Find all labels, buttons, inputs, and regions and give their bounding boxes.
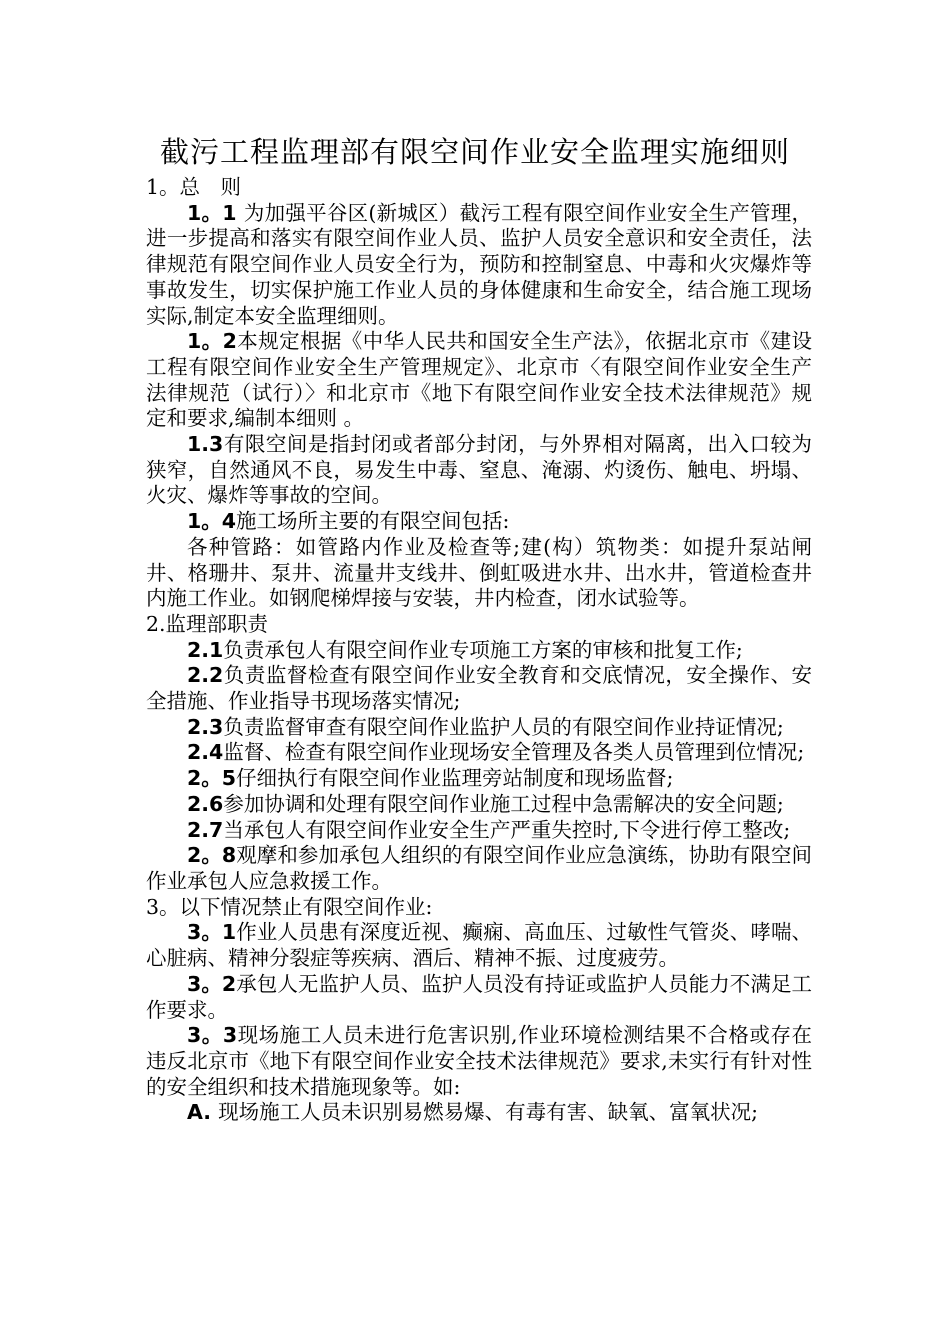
paragraph: 2.7当承包人有限空间作业安全生产严重失控时,下令进行停工整改;	[187, 817, 791, 842]
paragraph: 3。1作业人员患有深度近视、癫痫、高血压、过敏性气管炎、哮喘、心脏病、精神分裂症等疾病、酒后、精神不振、过度疲劳。	[146, 920, 813, 971]
paragraph: 1。1 为加强平谷区(新城区）截污工程有限空间作业安全生产管理，进一步提高和落实有限空间作业人员、监护人员安全意识和安全责任，法律规范有限空间作业人员安全行为，预防和控制窒息、中毒和火灾爆炸等事故发生，切实保护施工作业人员的身体健康和生命安全，结合施工现场实际,制定本安全监理细则。	[146, 200, 812, 328]
paragraph: 2.4监督、检查有限空间作业现场安全管理及各类人员管理到位情况;	[187, 740, 805, 765]
document-body	[146, 175, 812, 1126]
paragraph: 1。4施工场所主要的有限空间包括:	[187, 509, 510, 534]
page-title: 截污工程监理部有限空间作业安全监理实施细则	[159, 135, 790, 169]
paragraph: 2.1负责承包人有限空间作业专项施工方案的审核和批复工作;	[187, 637, 743, 662]
paragraph: A. 现场施工人员未识别易燃易爆、有毒有害、缺氧、富氧状况;	[187, 1100, 759, 1125]
section-heading: 2.监理部职责	[146, 611, 269, 636]
paragraph: 2。5仔细执行有限空间作业监理旁站制度和现场监督;	[187, 766, 674, 791]
paragraph: 2.2负责监督检查有限空间作业安全教育和交底情况，安全操作、安全措施、作业指导书现场落实情况;	[146, 663, 812, 714]
paragraph: 2.6参加协调和处理有限空间作业施工过程中急需解决的安全问题;	[187, 791, 784, 816]
paragraph: 1。2本规定根据《中华人民共和国安全生产法》，依据北京市《建设工程有限空间作业安全生产管理规定》、北京市〈有限空间作业安全生产法律规范（试行）〉和北京市《地下有限空间作业安全技术法律规范》规定和要求,编制本细则 。	[146, 329, 812, 431]
section-heading: 3。以下情况禁止有限空间作业:	[146, 894, 433, 919]
paragraph: 3。2承包人无监护人员、监护人员没有持证或监护人员能力不满足工作要求。	[146, 971, 813, 1022]
paragraph: 各种管路：如管路内作业及检查等;建(构）筑物类：如提升泵站闸井、格珊井、泵井、流量井支线井、倒虹吸进水井、出水井，管道检查井内施工作业。如钢爬梯焊接与安装，井内检查，闭水试验等。	[146, 534, 812, 611]
paragraph: 1.3有限空间是指封闭或者部分封闭，与外界相对隔离，出入口较为狭窄，自然通风不良，易发生中毒、窒息、淹溺、灼烫伤、触电、坍塌、火灾、爆炸等事故的空间。	[146, 432, 812, 508]
paragraph: 2.3负责监督审查有限空间作业监护人员的有限空间作业持证情况;	[187, 714, 784, 739]
paragraph: 3。3现场施工人员未进行危害识别,作业环境检测结果不合格或存在违反北京市《地下有限空间作业安全技术法律规范》要求,未实行有针对性的安全组织和技术措施现象等。如:	[146, 1023, 812, 1099]
section-heading: 1。总 则	[146, 175, 242, 199]
paragraph: 2。8观摩和参加承包人组织的有限空间作业应急演练，协助有限空间作业承包人应急救援工作。	[146, 843, 813, 893]
